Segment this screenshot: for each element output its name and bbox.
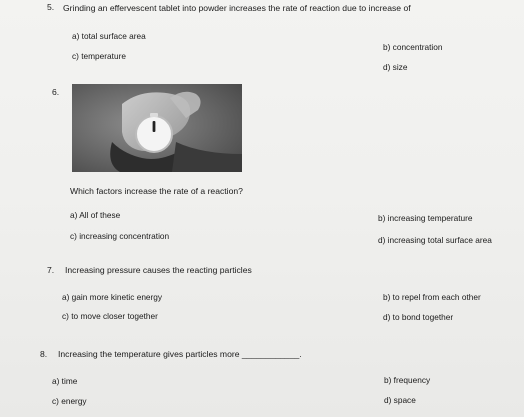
q7-number: 7. xyxy=(47,265,55,275)
q8-option-d: d) space xyxy=(384,395,416,405)
q5-option-d: d) size xyxy=(383,62,408,72)
q6-option-b: b) increasing temperature xyxy=(378,213,473,223)
stopwatch-hand-photo xyxy=(72,84,242,172)
q8-option-a: a) time xyxy=(52,376,78,386)
q5-option-c: c) temperature xyxy=(72,51,126,61)
q6-option-a: a) All of these xyxy=(70,210,121,220)
q8-option-b: b) frequency xyxy=(384,375,431,385)
q8-option-c: c) energy xyxy=(52,396,87,406)
q5-option-a: a) total surface area xyxy=(72,31,146,41)
q7-option-a: a) gain more kinetic energy xyxy=(62,292,163,302)
q7-option-d: d) to bond together xyxy=(383,312,454,322)
q8-number: 8. xyxy=(40,349,48,359)
q6-option-c: c) increasing concentration xyxy=(70,231,170,241)
q5-text: Grinding an effervescent tablet into powder increases the rate of reaction due to increase of xyxy=(63,3,411,13)
q5-option-b: b) concentration xyxy=(383,42,443,52)
q5-number: 5. xyxy=(47,2,55,12)
q7-option-c: c) to move closer together xyxy=(62,311,158,321)
q7-text: Increasing pressure causes the reacting particles xyxy=(65,265,252,275)
q6-number: 6. xyxy=(52,87,60,97)
q6-option-d: d) increasing total surface area xyxy=(378,235,492,245)
q7-option-b: b) to repel from each other xyxy=(383,292,481,302)
q6-text: Which factors increase the rate of a reaction? xyxy=(70,186,243,196)
q8-text: Increasing the temperature gives particles more ____________. xyxy=(58,349,302,359)
